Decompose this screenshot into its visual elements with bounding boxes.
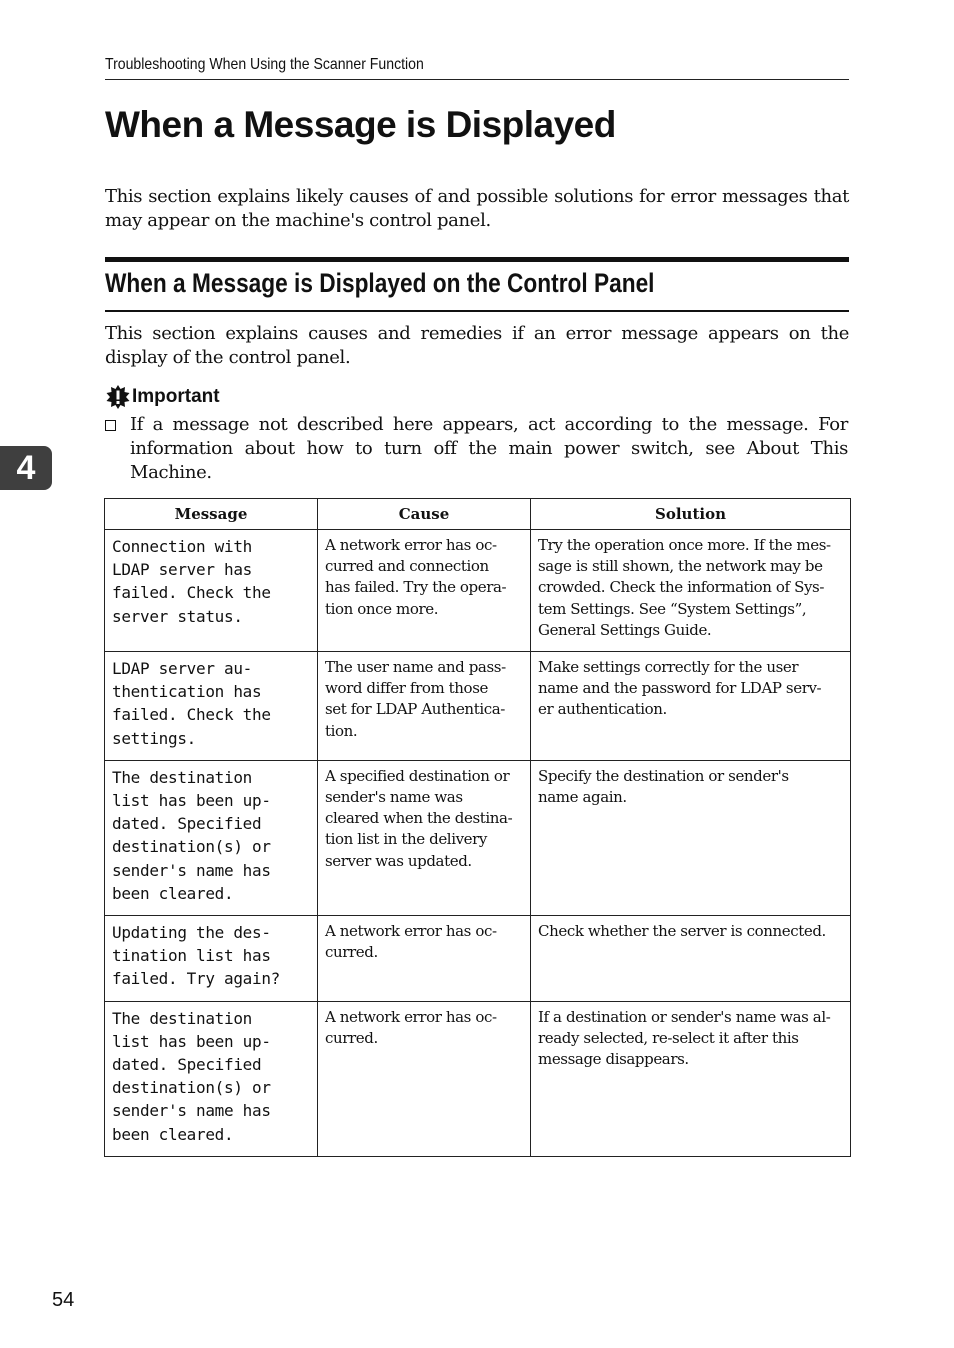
section-title: When a Message is Displayed on the Control Panel bbox=[105, 268, 655, 298]
message-cell: Updating the des- tination list has failed. Try again? bbox=[105, 916, 318, 1002]
solution-cell: Make settings correctly for the user name and the password for LDAP serv- er authentication. bbox=[531, 652, 851, 761]
cause-cell: A network error has oc- curred and connection has failed. Try the opera- tion once more. bbox=[318, 530, 531, 652]
header-rule bbox=[105, 79, 849, 80]
solution-cell: If a destination or sender's name was al- ready selected, re-select it after this message disappears. bbox=[531, 1001, 851, 1156]
message-cell: The destination list has been up- dated. Specified destination(s) or sender's name has been cleared. bbox=[105, 760, 318, 915]
page-number: 54 bbox=[52, 1289, 75, 1311]
cause-cell: A network error has oc- curred. bbox=[318, 916, 531, 1002]
checkbox-icon bbox=[105, 420, 116, 431]
page-title: When a Message is Displayed bbox=[105, 104, 616, 145]
solution-cell: Check whether the server is connected. bbox=[531, 916, 851, 1002]
section-rule-top bbox=[105, 257, 849, 262]
message-cell: Connection with LDAP server has failed. Check the server status. bbox=[105, 530, 318, 652]
table-header-row bbox=[105, 499, 851, 530]
column-header-message: Message bbox=[105, 499, 318, 530]
table-row bbox=[105, 1001, 851, 1156]
section-intro-paragraph: This section explains causes and remedies if an error message appears on the display of the control panel. bbox=[105, 323, 849, 368]
solution-cell: Try the operation once more. If the mes- sage is still shown, the network may be crowded. Check the information of Sys- tem Settings. See “System Settings”, General Settings Guide. bbox=[531, 530, 851, 652]
table-row bbox=[105, 530, 851, 652]
solution-cell: Specify the destination or sender's name again. bbox=[531, 760, 851, 915]
cause-cell: A specified destination or sender's name was cleared when the destina- tion list in the delivery server was updated. bbox=[318, 760, 531, 915]
important-icon bbox=[105, 384, 131, 410]
section-rule-bottom bbox=[105, 310, 849, 312]
table-row bbox=[105, 760, 851, 915]
cause-cell: The user name and pass- word differ from those set for LDAP Authentica- tion. bbox=[318, 652, 531, 761]
chapter-tab: 4 bbox=[0, 446, 52, 490]
cause-cell: A network error has oc- curred. bbox=[318, 1001, 531, 1156]
table-row bbox=[105, 916, 851, 1002]
important-label: Important bbox=[132, 386, 220, 407]
message-cell: LDAP server au- thentication has failed. Check the settings. bbox=[105, 652, 318, 761]
message-table bbox=[104, 498, 851, 1157]
table-row bbox=[105, 652, 851, 761]
running-header: Troubleshooting When Using the Scanner Function bbox=[105, 56, 424, 73]
column-header-solution: Solution bbox=[531, 499, 851, 530]
message-cell: The destination list has been up- dated. Specified destination(s) or sender's name has been cleared. bbox=[105, 1001, 318, 1156]
column-header-cause: Cause bbox=[318, 499, 531, 530]
important-note-text: If a message not described here appears, act according to the message. For information about how to turn off the main power switch, see About This Machine. bbox=[130, 414, 848, 483]
intro-paragraph: This section explains likely causes of and possible solutions for error messages that may appear on the machine's control panel. bbox=[105, 186, 849, 231]
important-heading bbox=[105, 384, 220, 410]
important-note bbox=[105, 413, 849, 485]
